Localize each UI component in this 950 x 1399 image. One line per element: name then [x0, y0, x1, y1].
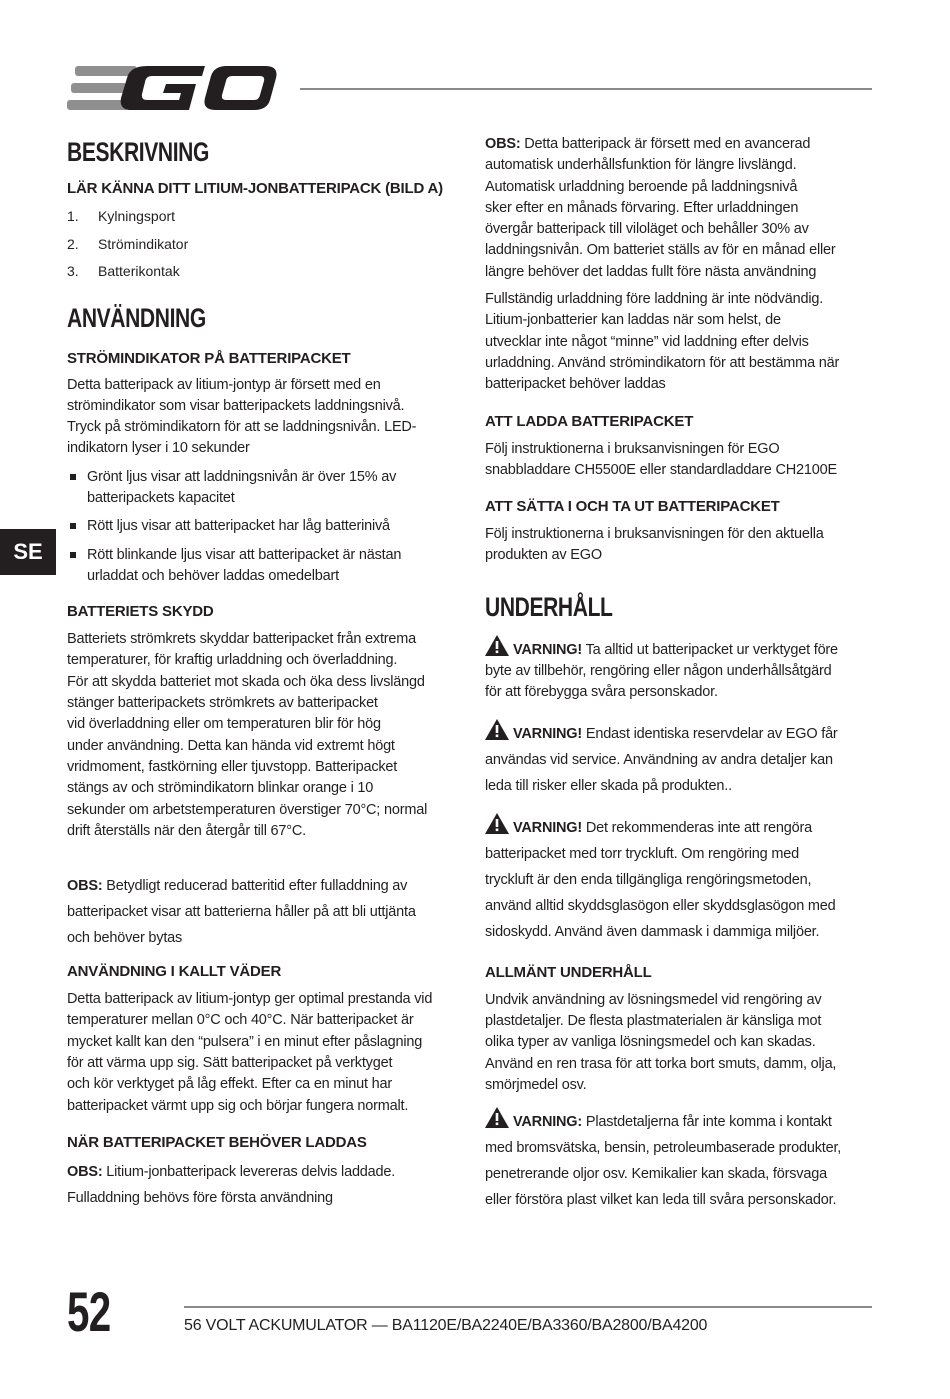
list-item: Rött ljus visar att batteripacket har låg batterinivå [67, 516, 459, 537]
list-item: Grönt ljus visar att laddningsnivån är över 15% av batteripackets kapacitet [67, 467, 459, 510]
indicator-bullets [67, 467, 459, 587]
note-obs-levereras: OBS: Litium-jonbatteripack levereras delvis laddade. Fulladdning behövs före första användning [67, 1163, 396, 1206]
paragraph-stromindikator: Detta batteripack av litium-jontyp är försett med en strömindikator som visar batteripackets laddningsnivå. Tryck på strömindikatorn för att se laddningsnivån. LED- indikatorn lyser i 10 sekunder [67, 376, 417, 457]
subheading-allmant-underhall: ALLMÄNT UNDERHÅLL [485, 963, 652, 981]
header-rule [300, 88, 872, 90]
warning-icon [485, 719, 509, 740]
list-item: 3. Batterikontak [67, 263, 180, 279]
subheading-ladda: ATT LADDA BATTERIPACKET [485, 412, 694, 430]
paragraph-fullstandig-urladdning: Fullständig urladdning före laddning är inte nödvändig. Litium-jonbatterier kan laddas när som helst, de utvecklar inte något “minne” vid laddning efter delvis urladdning. Använd strömindikatorn för att bestämma när batteripacket behöver laddas [485, 291, 840, 393]
warning-icon [485, 1107, 509, 1128]
paragraph-allmant-underhall: Undvik användning av lösningsmedel vid rengöring av plastdetaljer. De flesta plastmaterialen är känsliga mot olika typer av vanliga lösningsmedel och kan skadas. Använd en ren trasa för att torka bort smuts, damm, olja, smörjmedel osv. [485, 991, 837, 1093]
footer-rule [184, 1306, 872, 1308]
warning-icon [485, 635, 509, 656]
warning-block: VARNING! Endast identiska reservdelar av EGO får användas vid service. Användning av andra detaljer kan leda till risker eller skada på produkten.. [485, 719, 875, 799]
section-title-anvandning: ANVÄNDNING [67, 302, 206, 333]
section-title-underhall: UNDERHÅLL [485, 591, 613, 622]
subheading-bild-a: LÄR KÄNNA DITT LITIUM-JONBATTERIPACK (BILD A) [67, 180, 443, 197]
right-column [485, 134, 875, 1213]
subheading-kallt-vader: ANVÄNDNING I KALLT VÄDER [67, 963, 282, 981]
list-item: 1. Kylningsport [67, 208, 176, 224]
warning-block: VARNING: Plastdetaljerna får inte komma i kontakt med bromsvätska, bensin, petroleumbaserade produkter, penetrerande oljor osv. Kemikalier kan skada, försvaga eller förstöra plast vilket kan leda till svåra personskador. [485, 1107, 875, 1213]
paragraph-kallt-vader: Detta batteripack av litium-jontyp ger optimal prestanda vid temperaturer mellan 0°C och 40°C. När batteripacket är mycket kallt kan den “pulsera” i en minut efter påslagning för att värma upp sig. Sätt batteripacket på verktyget och kör verktyget på låg effekt. Efter ca en minut har batteripacket värmt upp sig och börjar fungera normalt. [67, 991, 433, 1114]
section-title-beskrivning: BESKRIVNING [67, 137, 209, 167]
left-column [67, 134, 459, 1211]
list-item: Rött blinkande ljus visar att batteripacket är nästan urladdat och behöver laddas omedelbart [67, 545, 459, 588]
ego-logo [67, 64, 279, 112]
subheading-behover-laddas: NÄR BATTERIPACKET BEHÖVER LADDAS [67, 1133, 367, 1151]
paragraph-satta-i: Följ instruktionerna i bruksanvisningen för den aktuella produkten av EGO [485, 526, 824, 564]
subheading-satta-i: ATT SÄTTA I OCH TA UT BATTERIPACKET [485, 498, 780, 516]
parts-list [67, 203, 459, 286]
subheading-skydd: BATTERIETS SKYDD [67, 603, 214, 621]
warning-block: VARNING! Ta alltid ut batteripacket ur verktyget före byte av tillbehör, rengöring eller någon underhållsåtgärd för att förebygga svåra personskador. [485, 635, 875, 704]
note-obs-batteritid: OBS: Betydligt reducerad batteritid efter fulladdning av batteripacket visar att batterierna håller på att bli uttjänta och behöver bytas [67, 878, 416, 947]
footer-model-text: 56 VOLT ACKUMULATOR — BA1120E/BA2240E/BA3360/BA2800/BA4200 [184, 1317, 708, 1334]
warning-icon [485, 813, 509, 834]
page-number: 52 [67, 1280, 111, 1343]
language-tab: SE [0, 529, 56, 575]
note-obs-underhallsfunktion: OBS: Detta batteripack är försett med en avancerad automatisk underhållsfunktion för längre livslängd. Automatisk urladdning beroende på laddningsnivå sker efter en månads förvaring. Efter urladdningen övergår batteripack till viloläget och behåller 30% av laddningsnivån. Om batteriet ställs av för en månad eller längre behöver det laddas fullt före nästa användning [485, 136, 836, 280]
list-item: 2. Strömindikator [67, 235, 189, 252]
paragraph-ladda: Följ instruktionerna i bruksanvisningen för EGO snabbladdare CH5500E eller standardladdare CH2100E [485, 440, 837, 478]
paragraph-skydd: Batteriets strömkrets skyddar batteripacket från extrema temperaturer, för kraftig urladdning och överladdning. För att skydda batteriet mot skada och öka dess livslängd stänger batteripackets strömkrets av batteripacket vid överladdning eller om temperaturen blir för hög under användning. Detta kan hända vid extremt högt vridmoment, fastkörning eller tjuvstopp. Batteripacket stängs av och strömindikatorn blinkar orange i 10 sekunder om arbetstemperaturen överstiger 70°C; normal drift återställs när den återgår till 67°C. [67, 631, 428, 839]
subheading-stromindikator: STRÖMINDIKATOR PÅ BATTERIPACKET [67, 349, 351, 367]
warning-block: VARNING! Det rekommenderas inte att rengöra batteripacket med torr tryckluft. Om rengöring med tryckluft är den enda tillgängliga rengöringsmetoden, använd alltid skyddsglasögon eller skyddsglasögon med sidoskydd. Använd även dammask i dammiga miljöer. [485, 813, 875, 945]
